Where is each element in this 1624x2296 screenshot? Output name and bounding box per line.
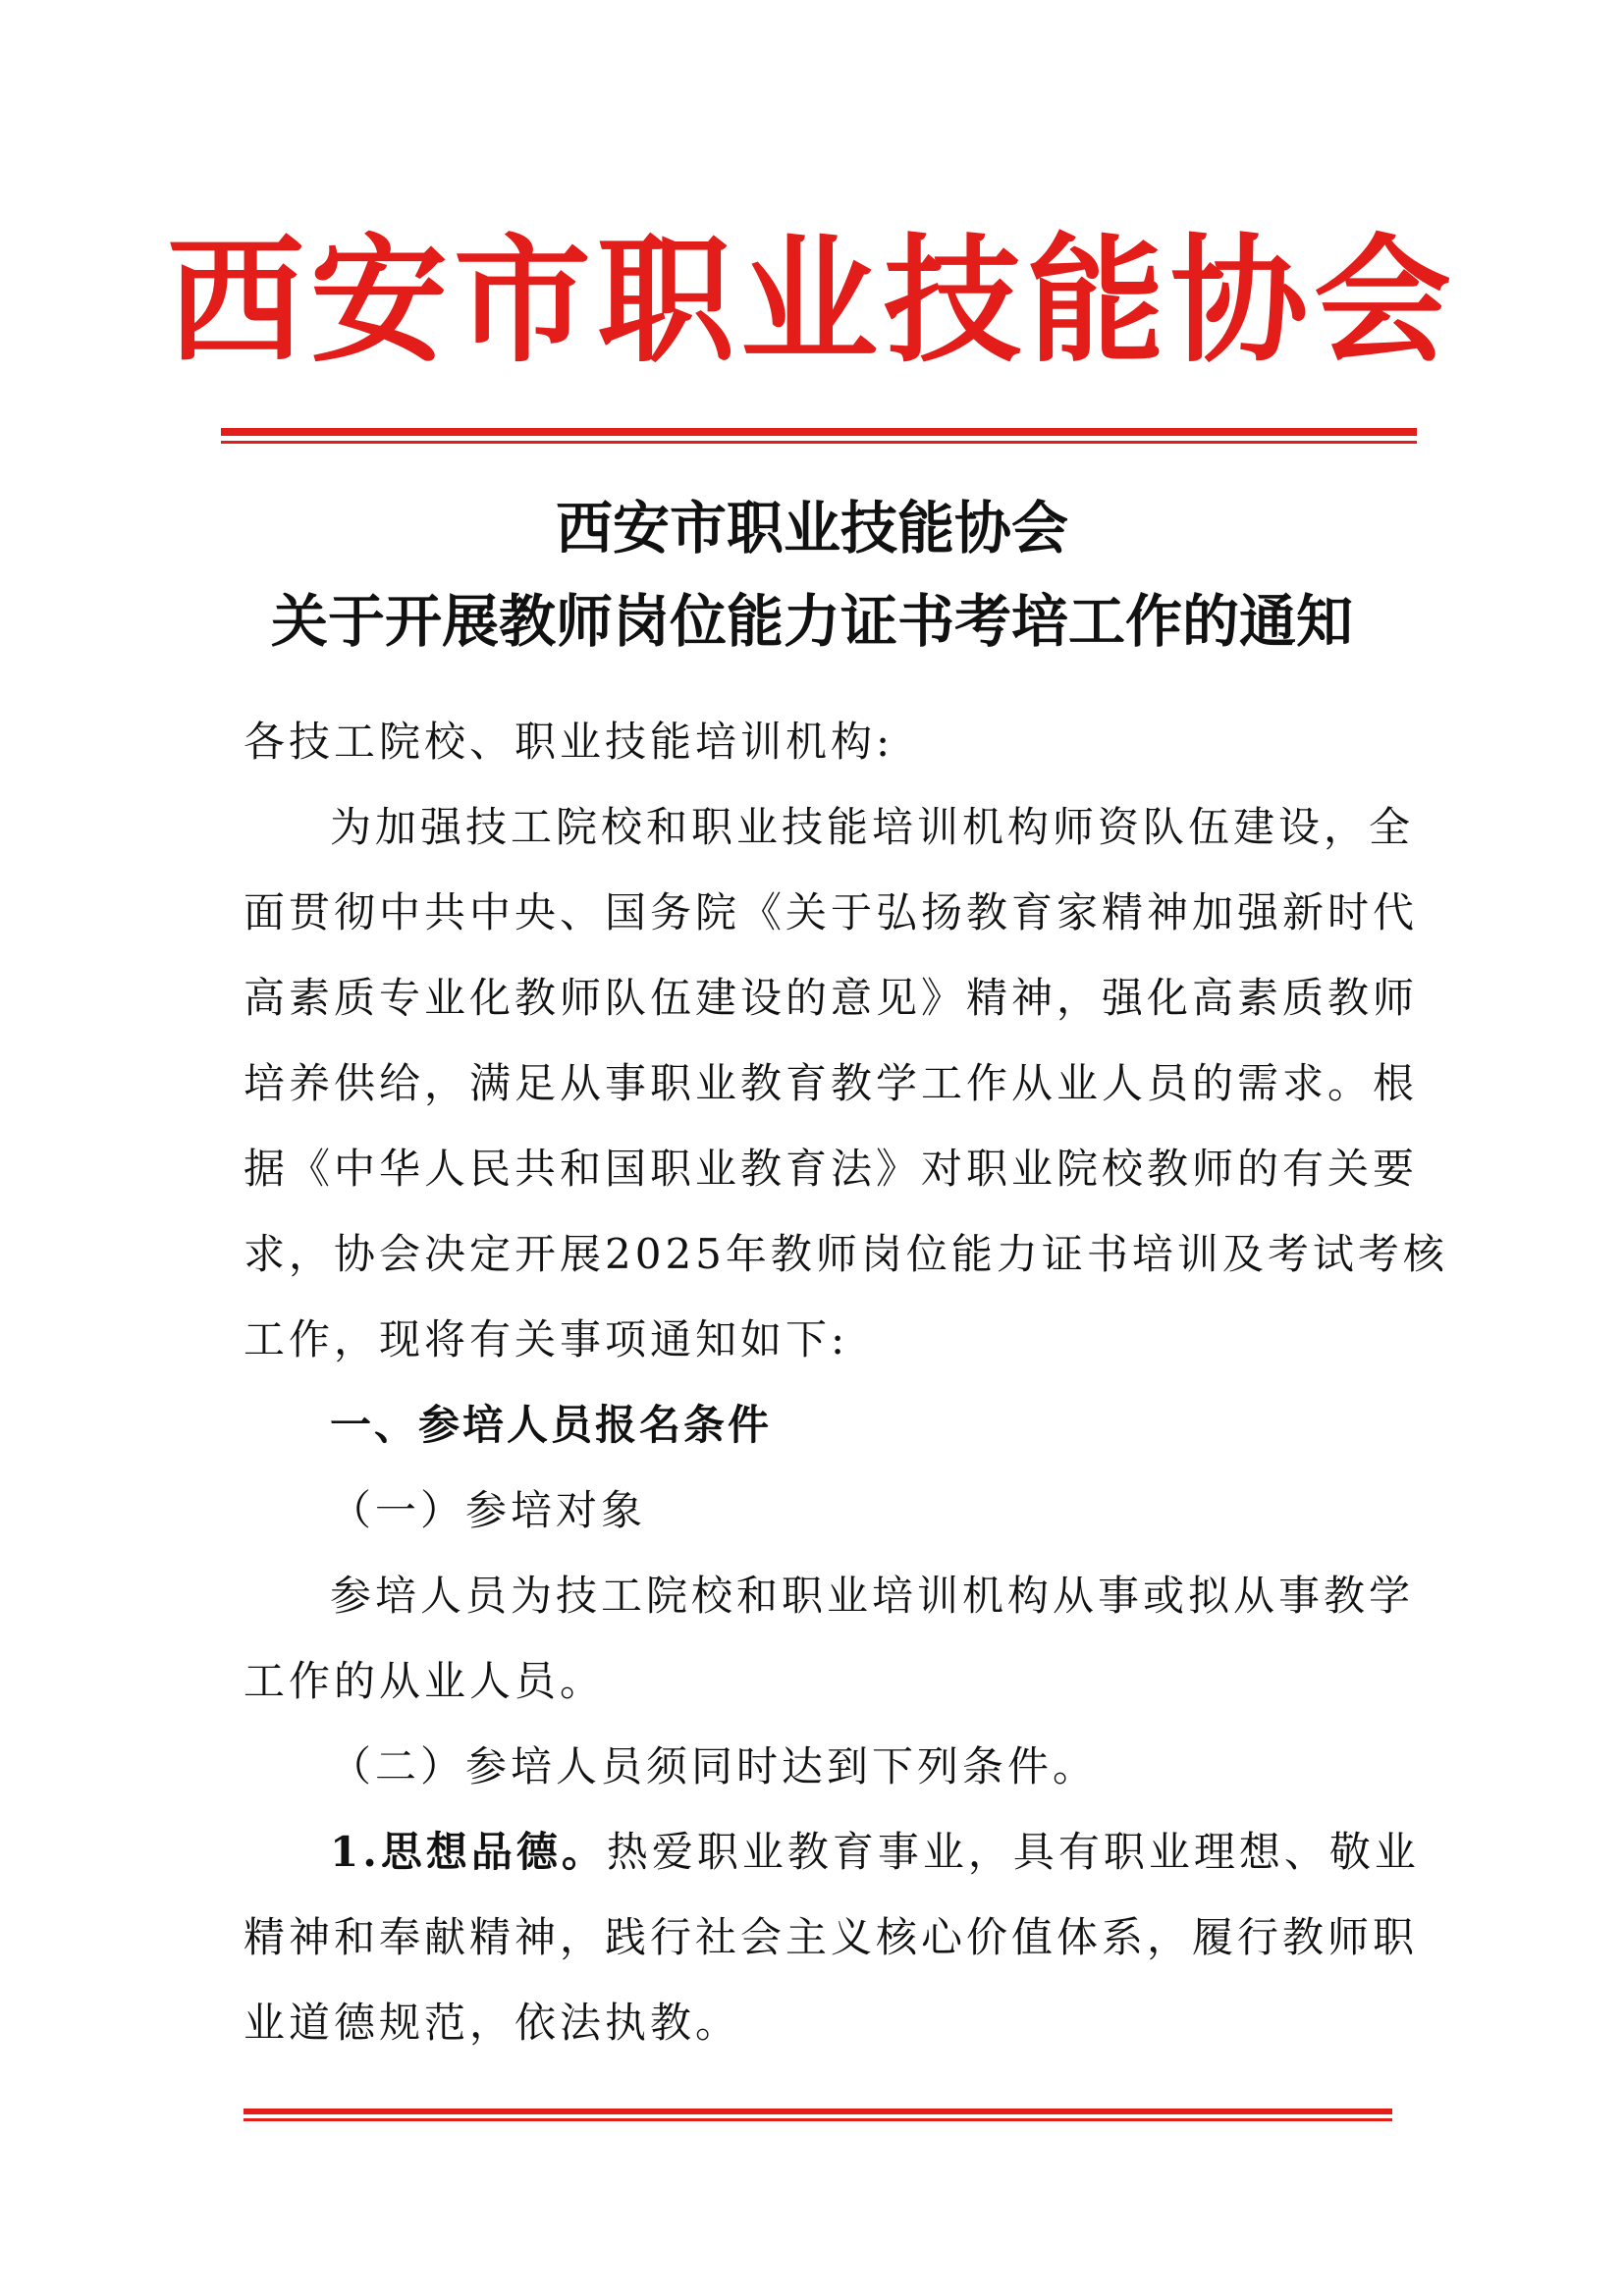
subsection-heading-1: （一）参培对象 (330, 1486, 647, 1534)
list-item-1-text: 热爱职业教育事业，具有职业理想、敬业 (606, 1828, 1420, 1876)
masthead-red-rule (221, 428, 1417, 444)
section-heading-1: 一、参培人员报名条件 (330, 1401, 773, 1449)
body-line: 精神和奉献精神，践行社会主义核心价值体系，履行教师职 (244, 1913, 1419, 1961)
body-line: 参培人员为技工院校和职业培训机构从事或拟从事教学 (330, 1572, 1415, 1620)
masthead-org-name: 西安市职业技能协会 (166, 222, 1457, 382)
list-item-1-label: 1.思想品德。 (330, 1828, 607, 1876)
body-line: 工作的从业人员。 (244, 1657, 606, 1705)
intro-line: 面贯彻中共中央、国务院《关于弘扬教育家精神加强新时代 (244, 888, 1419, 936)
intro-line: 求，协会决定开展2025年教师岗位能力证书培训及考试考核 (244, 1230, 1448, 1278)
notice-title-line-1: 西安市职业技能协会 (555, 495, 1068, 561)
subsection-heading-2: （二）参培人员须同时达到下列条件。 (330, 1742, 1099, 1790)
intro-line: 为加强技工院校和职业技能培训机构师资队伍建设，全 (330, 803, 1415, 851)
intro-line: 高素质专业化教师队伍建设的意见》精神，强化高素质教师 (244, 974, 1419, 1022)
intro-line: 培养供给，满足从事职业教育教学工作从业人员的需求。根 (244, 1059, 1419, 1107)
salutation: 各技工院校、职业技能培训机构: (244, 718, 894, 766)
body-line: 业道德规范，依法执教。 (244, 1999, 741, 2047)
footer-red-rule (244, 2109, 1392, 2121)
notice-title-line-2: 关于开展教师岗位能力证书考培工作的通知 (270, 588, 1353, 655)
intro-line: 据《中华人民共和国职业教育法》对职业院校教师的有关要 (244, 1145, 1419, 1193)
list-item-1-first-line (330, 1809, 1420, 1895)
intro-line: 工作，现将有关事项通知如下: (244, 1315, 849, 1363)
